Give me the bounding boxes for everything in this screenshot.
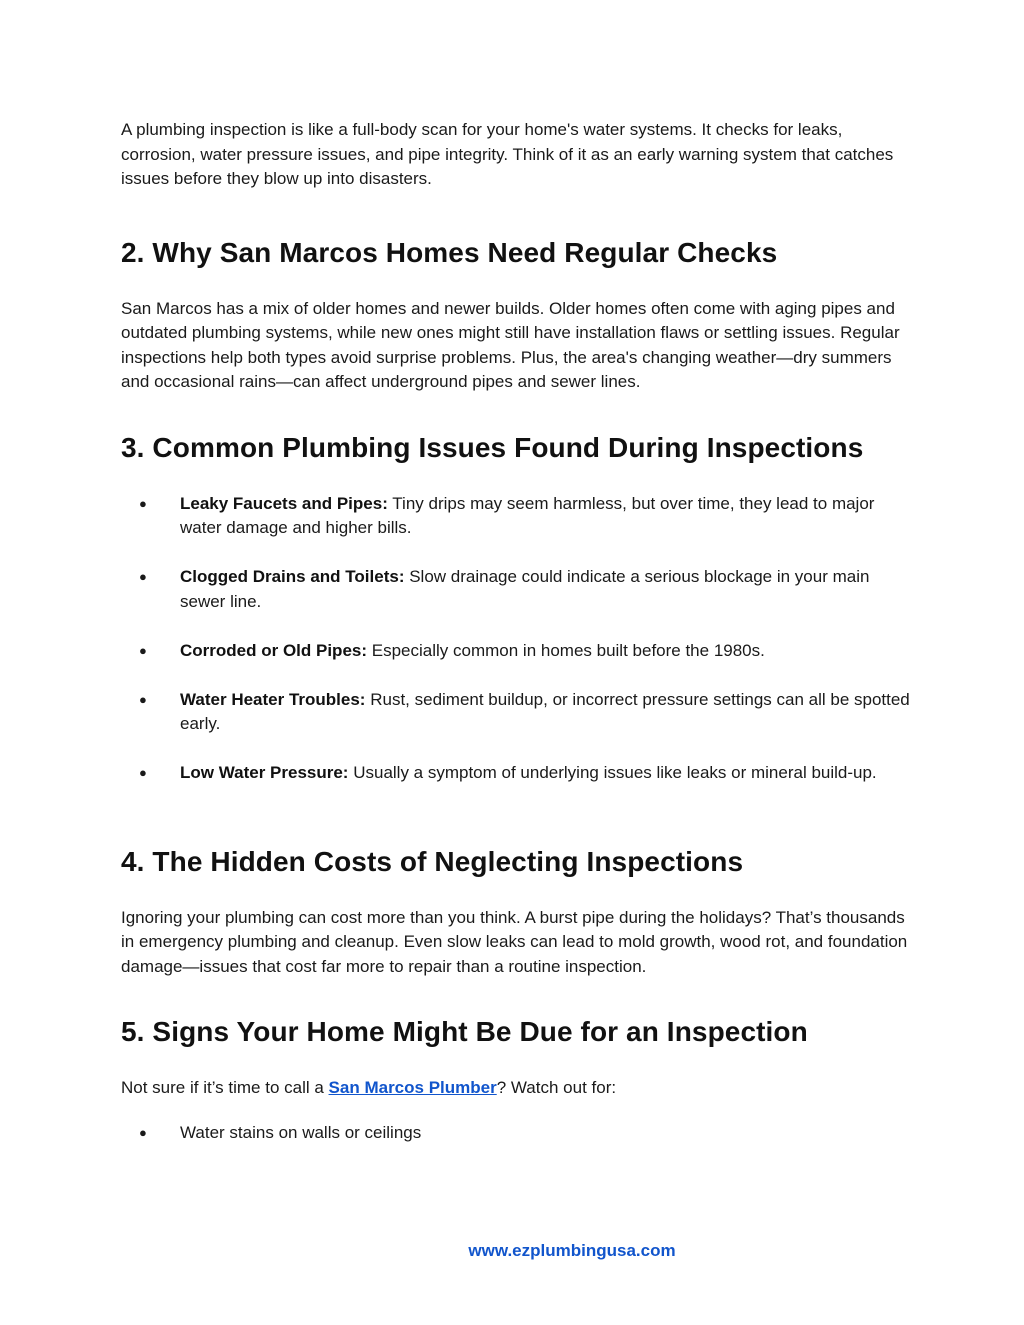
list-item-label: Clogged Drains and Toilets: [180,567,405,586]
signs-list [121,1121,911,1146]
list-item-text: Especially common in homes built before the 1980s. [367,640,765,660]
section-5-text-after: ? Watch out for: [496,1078,617,1097]
bullet-icon: ● [139,495,147,511]
document-page [121,118,911,1145]
section-2-paragraph: San Marcos has a mix of older homes and newer builds. Older homes often come with aging pipes and outdated plumbing systems, while new ones might still have installation flaws or settling issues. Regular inspections help both types avoid surprise problems. Plus, the area's changing weather—dry summers and occasional rains—can affect underground pipes and sewer lines. [121,298,900,391]
intro-paragraph: A plumbing inspection is like a full-body scan for your home's water systems. It checks for leaks, corrosion, water pressure issues, and pipe integrity. Think of it as an early warning system that catches issues before they blow up into disasters. [121,120,894,188]
bullet-icon: ● [139,765,147,780]
list-item-label: Corroded or Old Pipes: [180,640,368,660]
section-4-heading: 4. The Hidden Costs of Neglecting Inspections [121,845,744,877]
section-5-text-before: Not sure if it’s time to call a [121,1078,329,1097]
list-item-text: Tiny drips may seem harmless, but over time, they lead to major water damage and higher bills. [180,493,875,537]
list-item-label: Low Water Pressure: [180,763,349,782]
list-item [121,492,911,541]
footer-website-link[interactable]: www.ezplumbingusa.com [468,1241,676,1260]
list-item [121,565,911,614]
section-5-paragraph [121,1076,911,1101]
list-item-text: Slow drainage could indicate a serious blockage in your main sewer line. [180,567,870,611]
list-item [121,1121,911,1146]
section-4-paragraph: Ignoring your plumbing can cost more than you think. A burst pipe during the holidays? That’s thousands in emergency plumbing and cleanup. Even slow leaks can lead to mold growth, wood rot, and foundation damage—issues that cost far more to repair than a routine inspection. [121,907,908,976]
bullet-icon: ● [139,1124,147,1140]
list-item-text: Rust, sediment buildup, or incorrect pressure settings can all be spotted early. [180,689,910,733]
list-item-label: Leaky Faucets and Pipes: [180,493,388,513]
san-marcos-plumber-link[interactable]: San Marcos Plumber [328,1078,497,1097]
list-item [121,761,911,786]
bullet-icon: ● [139,569,147,584]
section-3-heading: 3. Common Plumbing Issues Found During Inspections [121,431,864,463]
list-item [121,688,911,737]
bullet-icon: ● [139,642,147,658]
list-item [121,639,911,664]
section-5-heading: 5. Signs Your Home Might Be Due for an Inspection [121,1016,808,1047]
list-item-text: Usually a symptom of underlying issues like leaks or mineral build-up. [348,763,877,782]
list-item-text: Water stains on walls or ceilings [180,1122,422,1142]
list-item-label: Water Heater Troubles: [180,689,366,709]
bullet-icon: ● [139,691,147,707]
section-2-heading: 2. Why San Marcos Homes Need Regular Checks [121,236,778,268]
issues-list [121,492,911,786]
